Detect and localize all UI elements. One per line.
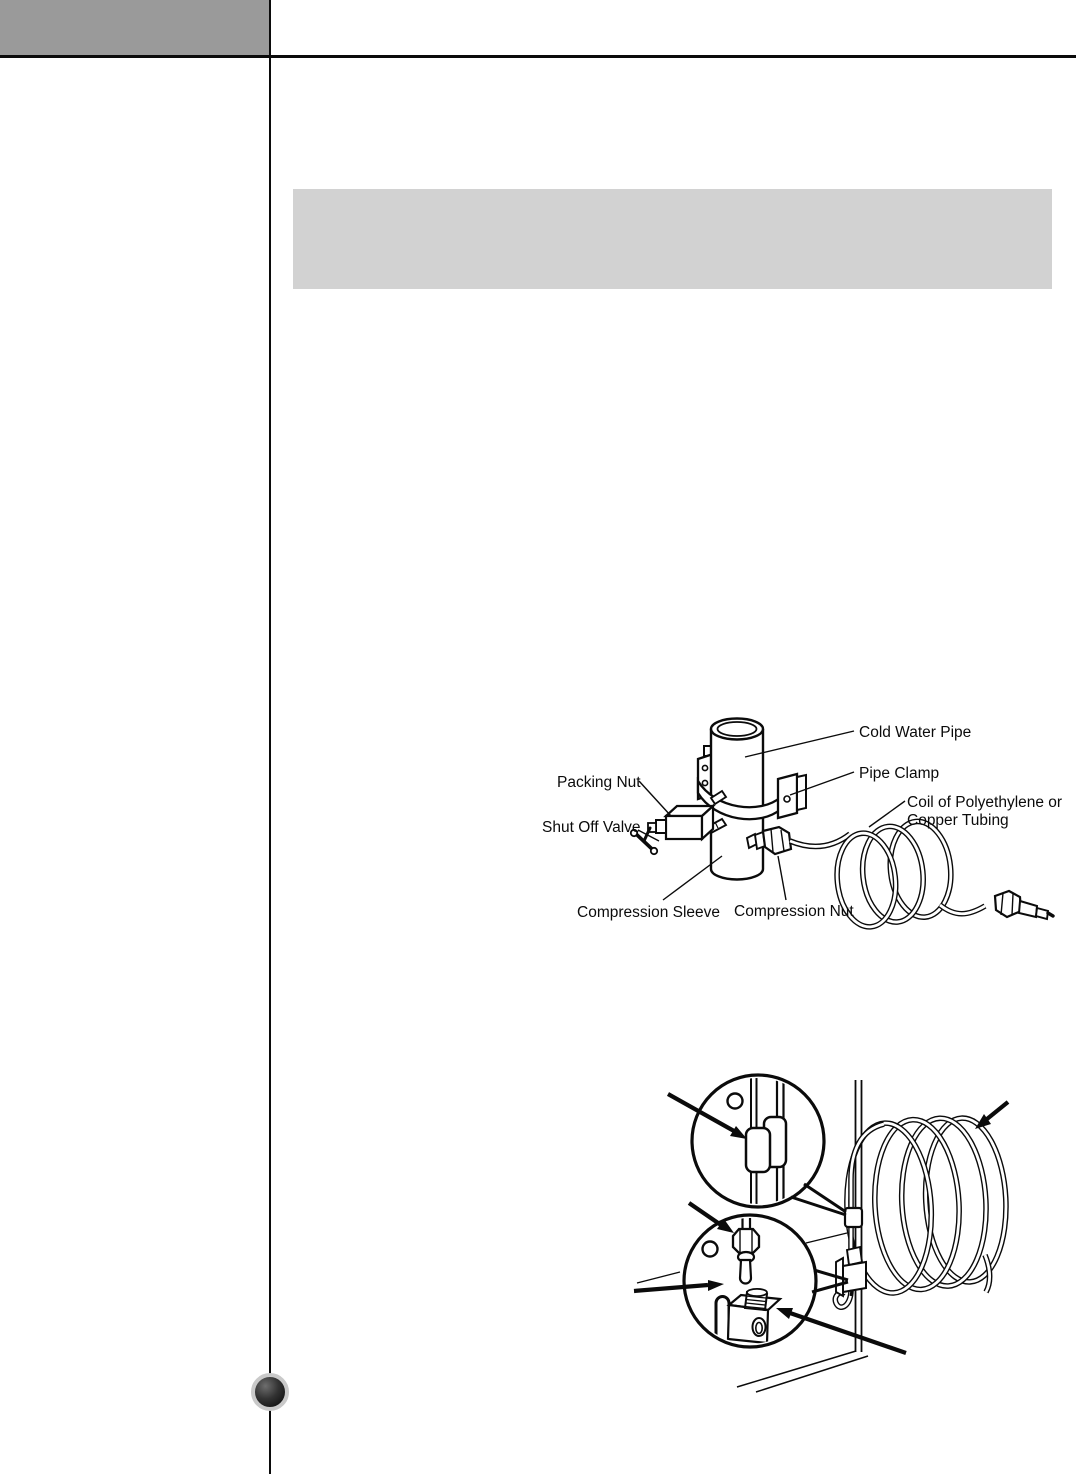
clip-detail-circle <box>692 1075 846 1215</box>
callout-thin-leader <box>806 1233 847 1243</box>
floor-line <box>737 1351 856 1387</box>
label-compression-nut: Compression Nut <box>734 903 854 920</box>
label-pipe-clamp: Pipe Clamp <box>859 765 940 782</box>
tubing-end-fitting-drawing <box>940 891 1053 919</box>
section-bullet-icon <box>251 1373 289 1411</box>
column-divider-line <box>269 0 271 1474</box>
top-rule-line <box>0 55 1076 58</box>
compression-nut-detail <box>733 1229 759 1253</box>
header-band <box>0 0 269 55</box>
label-coil-line2: Copper Tubing <box>907 812 1009 829</box>
label-coil-line1: Coil of Polyethylene or <box>907 794 1063 811</box>
leader-compression-sleeve <box>663 856 722 900</box>
label-shut-off-valve: Shut Off Valve <box>542 819 641 836</box>
tube-clip <box>845 1208 862 1227</box>
leader-packing-nut <box>639 781 671 816</box>
tubing-coil <box>843 1115 1011 1295</box>
leader-coil <box>869 801 905 827</box>
instruction-box <box>293 189 1052 289</box>
label-compression-sleeve: Compression Sleeve <box>577 904 721 921</box>
label-packing-nut: Packing Nut <box>557 774 641 791</box>
pointer-arrow-coil <box>975 1102 1008 1129</box>
water-supply-connection-diagram <box>520 690 1076 940</box>
tubing-routing-diagram <box>600 1060 1076 1474</box>
floor-line <box>756 1356 868 1392</box>
leader-compression-nut <box>778 856 786 900</box>
label-cold-water-pipe: Cold Water Pipe <box>859 724 972 741</box>
clip-front-piece <box>746 1128 770 1172</box>
